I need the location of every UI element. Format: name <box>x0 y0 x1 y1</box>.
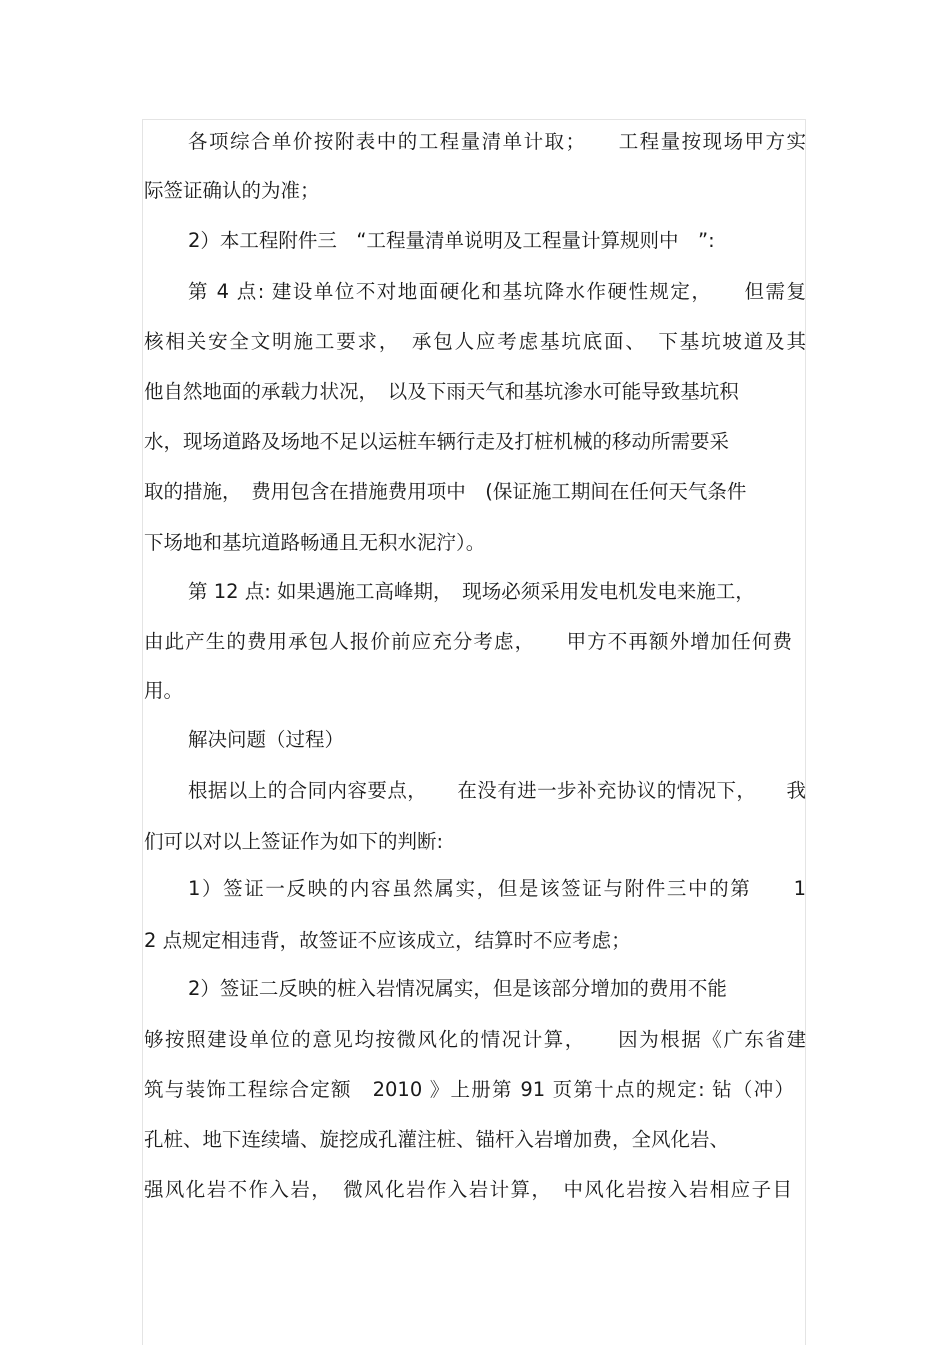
text-line: 2 点规定相违背，故签证不应该成立，结算时不应考虑； <box>144 929 631 952</box>
text-line: 下场地和基坑道路畅通且无积水泥泞）。 <box>144 531 486 554</box>
text-line: 根据以上的合同内容要点， 在没有进一步补充协议的情况下， 我 <box>188 779 806 802</box>
text-line: 由此产生的费用承包人报价前应充分考虑， 甲方不再额外增加任何费 <box>144 630 792 653</box>
text-line: 各项综合单价按附表中的工程量清单计取； 工程量按现场甲方实 <box>188 130 806 153</box>
text-line: 核相关安全文明施工要求， 承包人应考虑基坑底面、 下基坑坡道及其 <box>144 330 806 353</box>
text-line: 取的措施， 费用包含在措施费用项中 (保证施工期间在任何天气条件 <box>144 480 747 503</box>
text-line: 用。 <box>144 679 184 702</box>
text-line: 他自然地面的承载力状况， 以及下雨天气和基坑渗水可能导致基坑积 <box>144 380 739 403</box>
text-line: 够按照建设单位的意见均按微风化的情况计算， 因为根据《广东省建 <box>144 1028 806 1051</box>
text-line: 1）签证一反映的内容虽然属实，但是该签证与附件三中的第 1 <box>188 877 806 900</box>
text-line: 际签证确认的为准； <box>144 179 320 202</box>
section-heading: 解决问题（过程） <box>188 728 345 751</box>
text-line: 2）本工程附件三 “工程量清单说明及工程量计算规则中 ”: <box>188 229 715 252</box>
text-line: 水，现场道路及场地不足以运桩车辆行走及打桩机械的移动所需要采 <box>144 430 730 453</box>
text-line: 孔桩、地下连续墙、旋挖成孔灌注桩、锚杆入岩增加费，全风化岩、 <box>144 1128 730 1151</box>
text-line: 第 12 点: 如果遇施工高峰期， 现场必须采用发电机发电来施工， <box>188 580 755 603</box>
text-line: 第 4 点: 建设单位不对地面硬化和基坑降水作硬性规定， 但需复 <box>188 280 806 303</box>
text-line: 们可以对以上签证作为如下的判断: <box>144 830 444 853</box>
text-line: 筑与装饰工程综合定额 2010 》上册第 91 页第十点的规定: 钻（冲） <box>144 1078 794 1101</box>
text-line: 强风化岩不作入岩， 微风化岩作入岩计算， 中风化岩按入岩相应子目 <box>144 1178 792 1201</box>
text-line: 2）签证二反映的桩入岩情况属实，但是该部分增加的费用不能 <box>188 977 727 1000</box>
